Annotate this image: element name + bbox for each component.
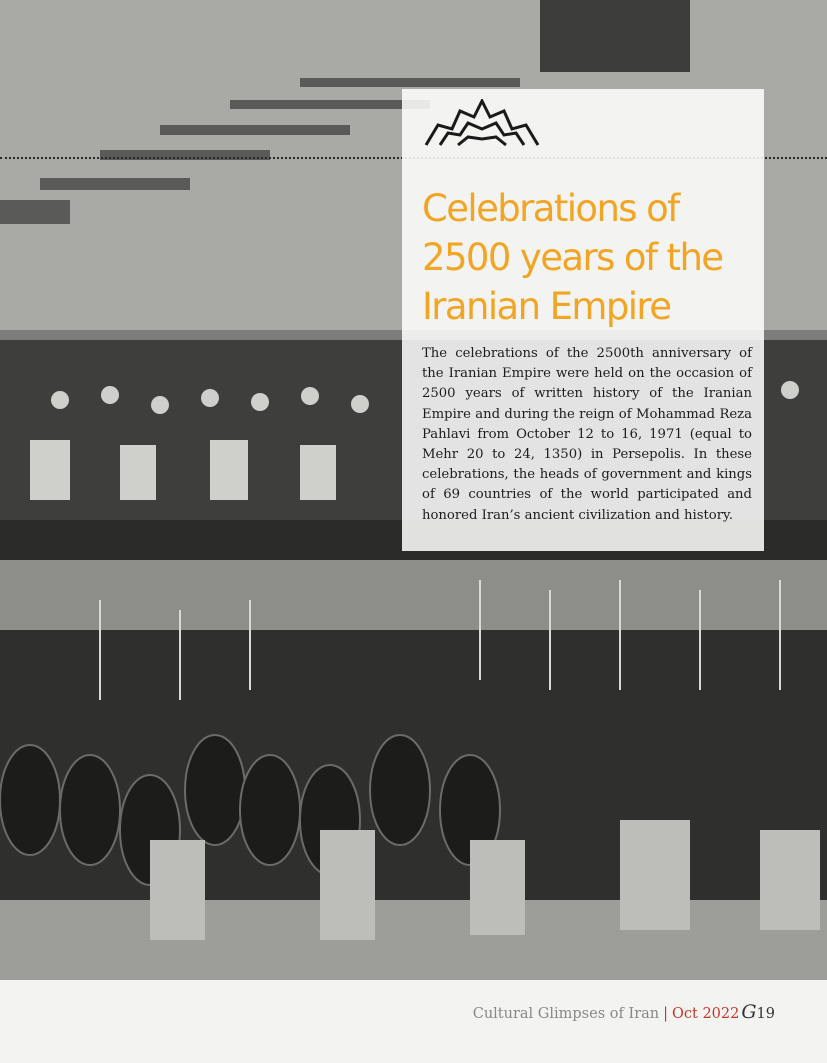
- magazine-name: Cultural Glimpses of Iran: [472, 1006, 660, 1022]
- title-line-1: Celebrations of: [422, 187, 679, 230]
- article-body: The celebrations of the 2500th anniversary of the Iranian Empire were held on the occasion of 2500 years of written history of the Iranian Empire and during the reign of Mohammad Reza Pahlavi from October 12 to 16, 1971 (equal to Mehr 20 to 24, 1350) in Persepolis. In these celebrations, the heads of government and kings of 69 countries of the world participated and honored Iran’s ancient civilization and history.: [422, 346, 752, 523]
- magazine-logo-icon: G: [741, 1001, 757, 1023]
- article-panel: [402, 89, 764, 551]
- issue-date: Oct 2022: [672, 1006, 740, 1022]
- page-number: 19: [756, 1006, 775, 1022]
- page-footer: [473, 1001, 775, 1023]
- article-title: [422, 184, 752, 331]
- footer-separator: |: [663, 1006, 668, 1022]
- title-line-2: 2500 years of the: [422, 236, 723, 279]
- title-line-3: Iranian Empire: [422, 285, 671, 328]
- persian-ornament-icon: [424, 99, 540, 147]
